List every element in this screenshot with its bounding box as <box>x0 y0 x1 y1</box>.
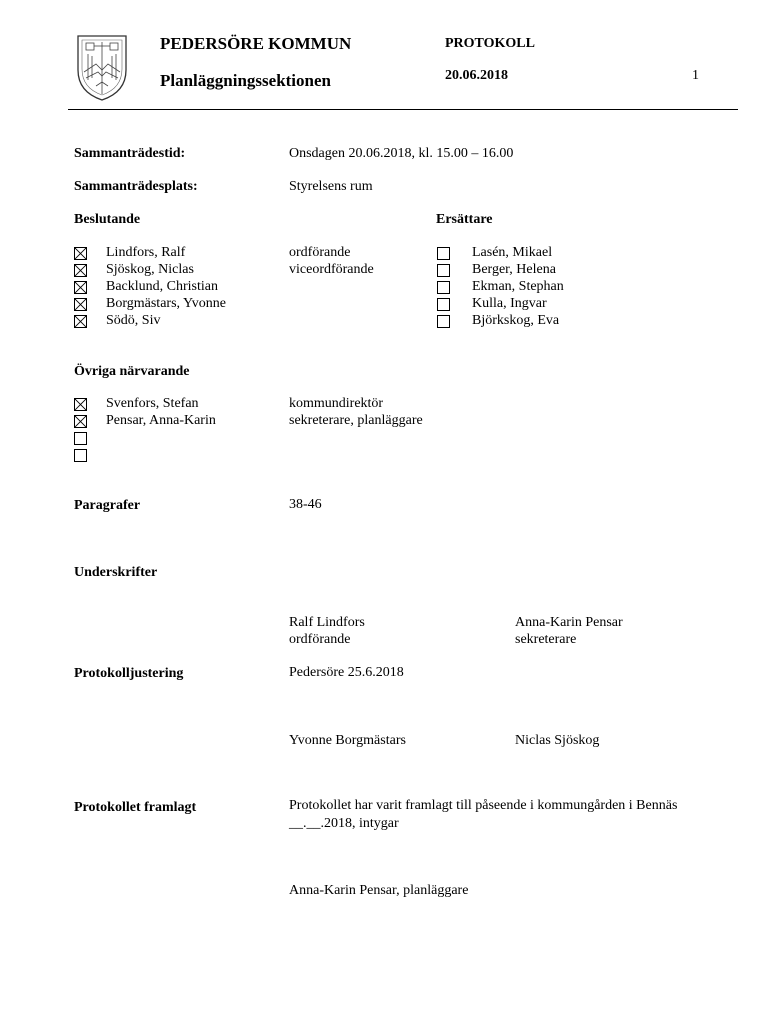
x-mark-icon <box>75 282 86 293</box>
substitutes-heading: Ersättare <box>436 212 493 227</box>
paragraphs-label: Paragrafer <box>74 498 141 513</box>
member-role: ordförande <box>289 245 351 260</box>
paragraphs-value: 38-46 <box>289 497 322 512</box>
x-mark-icon <box>75 265 86 276</box>
substitute-name: Ekman, Stephan <box>472 279 564 294</box>
member-name: Sjöskog, Niclas <box>106 262 194 277</box>
checkbox-checked[interactable] <box>74 264 87 277</box>
member-role: viceordförande <box>289 262 374 277</box>
adjuster-2: Niclas Sjöskog <box>515 733 600 748</box>
checkbox-checked[interactable] <box>74 281 87 294</box>
attendee-role: kommundirektör <box>289 396 384 411</box>
published-line-2: __.__.2018, intygar <box>289 816 399 831</box>
attendee-name: Svenfors, Stefan <box>106 396 199 411</box>
member-name: Lindfors, Ralf <box>106 245 186 260</box>
others-present-heading: Övriga närvarande <box>74 364 190 379</box>
substitute-name: Berger, Helena <box>472 262 556 277</box>
checkbox-checked[interactable] <box>74 315 87 328</box>
chair-role: ordförande <box>289 632 351 647</box>
adjustment-label: Protokolljustering <box>74 666 184 681</box>
checkbox-unchecked[interactable] <box>437 247 450 260</box>
municipal-coat-of-arms-icon <box>72 34 132 102</box>
published-signer: Anna-Karin Pensar, planläggare <box>289 883 469 898</box>
checkbox-unchecked[interactable] <box>437 315 450 328</box>
chair-name: Ralf Lindfors <box>289 615 365 630</box>
decision-makers-heading: Beslutande <box>74 212 141 227</box>
municipality-name: PEDERSÖRE KOMMUN <box>160 34 352 53</box>
adjuster-1: Yvonne Borgmästars <box>289 733 406 748</box>
adjustment-place-date: Pedersöre 25.6.2018 <box>289 665 404 680</box>
x-mark-icon <box>75 416 86 427</box>
substitute-name: Kulla, Ingvar <box>472 296 547 311</box>
document-type: PROTOKOLL <box>445 36 535 51</box>
checkbox-checked[interactable] <box>74 415 87 428</box>
department-name: Planläggningssektionen <box>160 71 331 90</box>
member-name: Backlund, Christian <box>106 279 218 294</box>
document-date: 20.06.2018 <box>445 68 508 83</box>
substitute-name: Björkskog, Eva <box>472 313 560 328</box>
published-line-1: Protokollet har varit framlagt till påseende i kommungården i Bennäs <box>289 798 678 813</box>
x-mark-icon <box>75 399 86 410</box>
attendee-role: sekreterare, planläggare <box>289 413 423 428</box>
signatures-label: Underskrifter <box>74 565 158 580</box>
checkbox-checked[interactable] <box>74 398 87 411</box>
meeting-place-label: Sammanträdesplats: <box>74 179 198 194</box>
substitute-name: Lasén, Mikael <box>472 245 553 260</box>
member-name: Södö, Siv <box>106 313 161 328</box>
secretary-role: sekreterare <box>515 632 577 647</box>
attendee-name: Pensar, Anna-Karin <box>106 413 216 428</box>
checkbox-unchecked[interactable] <box>74 449 87 462</box>
checkbox-unchecked[interactable] <box>74 432 87 445</box>
x-mark-icon <box>75 299 86 310</box>
checkbox-unchecked[interactable] <box>437 281 450 294</box>
secretary-name: Anna-Karin Pensar <box>515 615 623 630</box>
x-mark-icon <box>75 248 86 259</box>
checkbox-checked[interactable] <box>74 247 87 260</box>
page-number: 1 <box>692 68 699 83</box>
meeting-time-label: Sammanträdestid: <box>74 146 186 161</box>
checkbox-checked[interactable] <box>74 298 87 311</box>
published-label: Protokollet framlagt <box>74 800 197 815</box>
checkbox-unchecked[interactable] <box>437 298 450 311</box>
x-mark-icon <box>75 316 86 327</box>
member-name: Borgmästars, Yvonne <box>106 296 226 311</box>
meeting-place-value: Styrelsens rum <box>289 179 373 194</box>
checkbox-unchecked[interactable] <box>437 264 450 277</box>
meeting-time-value: Onsdagen 20.06.2018, kl. 15.00 – 16.00 <box>289 146 514 161</box>
header-divider <box>68 109 738 110</box>
